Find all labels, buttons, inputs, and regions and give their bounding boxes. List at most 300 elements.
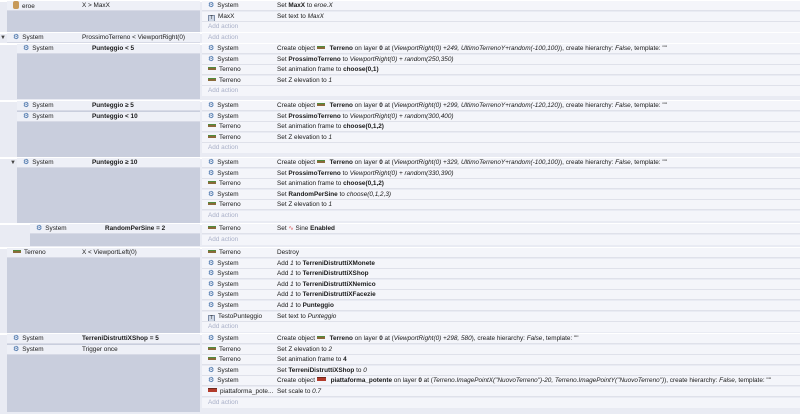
action-text-part: 0.7 <box>312 388 322 395</box>
action-text-part: Set text to <box>277 312 308 320</box>
condition-object <box>36 224 67 234</box>
action-text-part: ViewportRight(0) + random(330,390) <box>349 169 454 177</box>
terreno-icon <box>317 46 325 49</box>
action-object <box>208 190 239 200</box>
action-text <box>277 290 376 300</box>
hero-icon <box>13 1 19 9</box>
condition-row[interactable] <box>17 112 200 122</box>
action-text-part: choose(0,1,2) <box>343 123 384 131</box>
action-text-part: ProssimoTerreno <box>288 55 341 63</box>
action-row[interactable] <box>202 1 800 11</box>
action-text-part: at ( <box>382 102 394 109</box>
action-text-part: ViewportRight(0) +298, 580 <box>393 335 472 342</box>
action-row[interactable] <box>202 301 800 311</box>
gear-icon: ⚙ <box>23 112 30 120</box>
condition-text: Punteggio < 10 <box>92 112 138 120</box>
action-object <box>208 200 241 210</box>
action-text-part: TerreniDistruttiXFacezie <box>302 291 376 299</box>
action-text-part: ), create hierarchy: <box>471 335 527 342</box>
gear-icon: ⚙ <box>36 225 43 232</box>
action-object <box>208 366 239 376</box>
action-text-part: ViewportRight(0) + random(300,400) <box>349 112 454 120</box>
action-text-part: TerreniDistruttiXMonete <box>302 259 375 267</box>
action-text <box>277 248 299 258</box>
sine-icon: ∿ <box>288 225 294 232</box>
action-text-part: 1 <box>328 133 333 141</box>
condition-object <box>13 248 46 258</box>
add-action-link[interactable] <box>202 235 800 245</box>
action-row[interactable] <box>202 345 800 355</box>
action-object <box>208 224 241 234</box>
action-row[interactable] <box>202 133 800 143</box>
terreno-icon <box>208 202 216 205</box>
gear-icon: ⚙ <box>208 259 215 267</box>
gear-icon: ⚙ <box>208 302 215 309</box>
action-object-name: Terreno <box>219 345 241 353</box>
action-object <box>208 248 241 258</box>
action-text-part: on layer <box>352 159 380 166</box>
action-text <box>277 376 771 386</box>
action-object-name: System <box>217 190 239 198</box>
action-row[interactable] <box>202 158 800 168</box>
condition-object-name: System <box>22 34 44 41</box>
add-action-label: Add action <box>208 398 239 406</box>
gear-icon: ⚙ <box>208 159 215 166</box>
action-text-part: Destroy <box>277 249 300 256</box>
condition-row[interactable] <box>7 33 200 43</box>
action-text-part: at ( <box>382 335 394 342</box>
action-text-part: to <box>293 259 303 267</box>
add-action-label: Add action <box>208 87 239 95</box>
gear-icon: ⚙ <box>23 102 30 109</box>
condition-object <box>23 101 54 111</box>
action-text-part: Set animation frame to <box>277 356 344 364</box>
action-text-part: 0 <box>379 45 383 52</box>
action-row[interactable] <box>202 366 800 376</box>
condition-text: TerreniDistruttiXShop = 5 <box>82 335 159 342</box>
action-text-part: Create object <box>277 159 317 166</box>
action-object <box>208 269 239 279</box>
action-row[interactable] <box>202 280 800 290</box>
gear-icon: ⚙ <box>208 280 215 288</box>
action-object <box>208 76 241 86</box>
action-object-name: Terreno <box>219 225 241 232</box>
action-text-part: 1 <box>290 270 294 278</box>
action-text-part: to <box>340 169 350 177</box>
action-row[interactable] <box>202 12 800 22</box>
add-action-link[interactable] <box>202 22 800 32</box>
action-row[interactable] <box>202 101 800 111</box>
action-text-part: Set animation frame to <box>277 180 344 188</box>
action-object-name: System <box>217 302 239 309</box>
action-row[interactable] <box>202 200 800 210</box>
action-object-name: System <box>217 280 239 288</box>
action-object <box>208 1 239 11</box>
action-text-part: choose(0,1,2,3) <box>346 190 392 198</box>
action-text <box>277 200 332 210</box>
add-action-label: Add action <box>208 235 239 243</box>
action-text-part: Create object <box>277 102 317 109</box>
action-text-part: Set animation frame to <box>277 66 344 74</box>
action-object-name: piattaforma_pote... <box>220 388 274 395</box>
action-text-part: to <box>340 112 350 120</box>
action-object-name: Terreno <box>219 356 241 364</box>
action-text-part: to <box>305 2 314 9</box>
action-object-name: System <box>217 112 239 120</box>
action-row[interactable] <box>202 169 800 179</box>
action-text-part: to <box>354 366 364 374</box>
action-text-part: False <box>719 377 735 385</box>
action-text-part: ), create hierarchy: <box>560 45 616 52</box>
action-text-part: RandomPerSine <box>288 190 338 198</box>
action-object <box>208 376 239 386</box>
action-object-name: System <box>217 377 239 385</box>
action-row[interactable] <box>202 312 800 322</box>
condition-object <box>13 33 44 43</box>
gear-icon: ⚙ <box>208 377 215 385</box>
action-text-part: to <box>293 302 303 309</box>
action-text-part: piattaforma_potente <box>328 377 393 385</box>
action-object <box>208 179 241 189</box>
text-object-icon: T <box>209 14 214 21</box>
action-row[interactable] <box>202 355 800 365</box>
action-text-part: Set <box>277 169 289 177</box>
action-row[interactable] <box>202 55 800 65</box>
action-text-part: Add <box>277 259 291 267</box>
action-object <box>208 133 241 143</box>
action-text-part: Set Z elevation to <box>277 201 329 209</box>
add-action-link[interactable] <box>202 143 800 153</box>
action-text <box>277 259 375 269</box>
platform-icon <box>317 377 326 381</box>
condition-row[interactable] <box>7 1 200 11</box>
action-text-part: 1 <box>290 302 294 309</box>
add-action-label: Add action <box>208 23 239 31</box>
action-text-part: Set Z elevation to <box>277 345 329 353</box>
action-object <box>208 387 273 397</box>
action-text-part: at ( <box>382 45 394 52</box>
condition-object-name: System <box>22 335 44 342</box>
collapse-toggle-icon[interactable]: ▼ <box>0 35 6 41</box>
action-object <box>208 280 239 290</box>
action-text-part: ), create hierarchy: <box>560 102 616 109</box>
condition-text: X < ViewportLeft(0) <box>82 249 137 256</box>
action-object-name: System <box>217 366 239 374</box>
condition-object <box>13 334 44 344</box>
condition-object <box>23 44 54 54</box>
add-action-link[interactable] <box>202 86 800 96</box>
action-text-part: MaxX <box>288 2 306 9</box>
action-object-name: Terreno <box>219 76 241 84</box>
action-text-part: 1 <box>328 201 333 209</box>
condition-row[interactable] <box>7 345 200 355</box>
gear-icon: ⚙ <box>13 345 20 353</box>
action-object <box>208 259 239 269</box>
action-text <box>277 269 369 279</box>
terreno-icon <box>208 181 216 184</box>
action-text-part: TerreniDistruttiXNemico <box>302 280 376 288</box>
action-row[interactable] <box>202 112 800 122</box>
action-text-part: 0 <box>379 335 383 342</box>
gear-icon: ⚙ <box>208 2 215 9</box>
terreno-icon <box>208 226 216 229</box>
action-object <box>208 334 239 344</box>
action-text-part: at ( <box>421 377 433 385</box>
gear-icon: ⚙ <box>23 159 30 166</box>
action-object <box>208 301 239 311</box>
action-object-name: System <box>217 102 239 109</box>
add-action-label: Add action <box>208 323 239 331</box>
terreno-icon <box>208 250 216 253</box>
gear-icon: ⚙ <box>208 366 215 374</box>
action-row[interactable] <box>202 224 800 234</box>
action-text <box>277 44 667 54</box>
action-text-part: Terreno.ImagePointX("NuovoTerreno")-20, Terreno.ImagePointY("NuovoTerreno") <box>432 377 665 385</box>
action-text <box>277 345 332 355</box>
action-text-part: to <box>293 270 303 278</box>
action-text-part: 2 <box>328 345 333 353</box>
action-text-part: , template: "" <box>630 45 667 52</box>
condition-row[interactable] <box>17 158 200 168</box>
action-text-part: Set <box>277 2 289 9</box>
action-text-part: , template: "" <box>734 377 771 385</box>
condition-text: Punteggio ≥ 10 <box>92 159 138 166</box>
action-object-name: Terreno <box>219 249 241 256</box>
gear-icon: ⚙ <box>13 335 20 342</box>
action-text-part: False <box>615 45 631 52</box>
action-text-part: 4 <box>343 356 347 364</box>
action-text-part: ViewportRight(0) +329, UltimoTerrenoY+random(-100,100) <box>393 159 561 166</box>
gear-icon: ⚙ <box>208 291 215 299</box>
action-text <box>277 101 667 111</box>
add-action-label: Add action <box>208 34 239 41</box>
action-text-part: False <box>615 159 631 166</box>
action-row[interactable] <box>202 190 800 200</box>
condition-object-name: System <box>32 159 54 166</box>
action-text-part: Set scale to <box>277 388 313 395</box>
add-action-link[interactable] <box>202 33 800 43</box>
action-text-part: eroe.X <box>313 2 333 9</box>
condition-text: Trigger once <box>82 345 118 353</box>
action-text-part: , template: "" <box>542 335 579 342</box>
action-text-part: Enabled <box>310 225 335 232</box>
action-row[interactable] <box>202 248 800 258</box>
gear-icon: ⚙ <box>208 112 215 120</box>
add-action-label: Add action <box>208 144 239 152</box>
terreno-icon <box>317 336 325 339</box>
action-object <box>208 112 239 122</box>
action-object-name: Terreno <box>219 66 241 74</box>
action-row[interactable] <box>202 376 800 386</box>
collapse-toggle-icon[interactable]: ▼ <box>10 160 16 166</box>
action-text-part: Set <box>277 225 289 232</box>
condition-object-name: eroe <box>22 3 35 10</box>
action-text <box>277 334 579 344</box>
action-object-name: Terreno <box>219 180 241 188</box>
action-row[interactable] <box>202 76 800 86</box>
action-object-name: System <box>217 335 239 342</box>
action-text-part: 1 <box>290 259 294 267</box>
action-object-name: System <box>217 291 239 299</box>
action-row[interactable] <box>202 65 800 75</box>
terreno-icon <box>208 124 216 127</box>
action-object-name: Terreno <box>219 123 241 131</box>
terreno-icon <box>208 347 216 350</box>
action-text-part: Terreno <box>327 45 353 52</box>
gear-icon: ⚙ <box>208 55 215 63</box>
action-text <box>277 158 667 168</box>
gear-icon: ⚙ <box>13 34 20 41</box>
action-object-name: System <box>217 270 239 278</box>
action-object <box>208 65 241 75</box>
add-action-label: Add action <box>208 212 239 219</box>
gear-icon: ⚙ <box>208 190 215 198</box>
action-object <box>208 158 239 168</box>
action-object <box>208 312 262 322</box>
action-text <box>277 280 376 290</box>
action-text-part: 0 <box>379 102 383 109</box>
condition-object <box>13 1 35 11</box>
condition-text: Punteggio ≥ 5 <box>92 102 134 109</box>
action-text-part: ProssimoTerreno <box>288 112 341 120</box>
condition-row[interactable] <box>17 44 200 54</box>
action-text-part: Set animation frame to <box>277 123 344 131</box>
action-row[interactable] <box>202 290 800 300</box>
action-object <box>208 355 241 365</box>
condition-row[interactable] <box>7 334 200 344</box>
action-object <box>208 101 239 111</box>
action-text-part: Set Z elevation to <box>277 76 329 84</box>
platform-icon <box>208 388 217 392</box>
action-text-part: Set <box>277 55 289 63</box>
action-text-part: , template: "" <box>630 102 667 109</box>
add-action-link[interactable] <box>202 322 800 332</box>
action-text-part: 0 <box>379 159 383 166</box>
action-object <box>208 169 239 179</box>
action-text-part: Sine <box>293 225 311 232</box>
condition-object-name: System <box>32 45 54 52</box>
action-text-part: Set <box>277 112 289 120</box>
gear-icon: ⚙ <box>23 45 30 52</box>
action-text-part: 1 <box>328 76 333 84</box>
condition-text: ProssimoTerreno < ViewportRight(0) <box>82 34 186 41</box>
action-text-part: TerreniDistruttiXShop <box>288 366 355 374</box>
action-text <box>277 224 335 234</box>
gear-icon: ⚙ <box>208 45 215 52</box>
action-text-part: Set text to <box>277 12 308 20</box>
action-text <box>277 65 379 75</box>
action-text-part: Create object <box>277 335 317 342</box>
action-row[interactable] <box>202 259 800 269</box>
action-text <box>277 1 333 11</box>
action-text-part: Set <box>277 190 289 198</box>
action-text <box>277 179 384 189</box>
action-text-part: on layer <box>392 377 419 385</box>
action-row[interactable] <box>202 269 800 279</box>
condition-row[interactable] <box>7 248 200 258</box>
action-text-part: Add <box>277 270 291 278</box>
action-row[interactable] <box>202 387 800 397</box>
gear-icon: ⚙ <box>208 102 215 109</box>
action-text-part: to <box>340 55 350 63</box>
condition-row[interactable] <box>17 101 200 111</box>
action-text-part: Set <box>277 366 289 374</box>
condition-text: X > MaxX <box>82 2 110 9</box>
action-text-part: False <box>615 102 631 109</box>
condition-row[interactable] <box>30 224 200 234</box>
action-text-part: to <box>337 190 347 198</box>
action-row[interactable] <box>202 179 800 189</box>
action-text <box>277 301 334 311</box>
condition-block <box>7 248 200 333</box>
condition-object-name: System <box>45 225 67 232</box>
action-text <box>277 76 332 86</box>
action-text-part: ViewportRight(0) +299, UltimoTerrenoY+random(-120,120) <box>393 102 561 109</box>
action-text-part: to <box>293 291 303 299</box>
action-text-part: Terreno <box>327 159 353 166</box>
action-object-name: System <box>217 259 239 267</box>
action-text-part: choose(0,1,2) <box>343 180 384 188</box>
action-row[interactable] <box>202 122 800 132</box>
action-object <box>208 290 239 300</box>
action-text-part: Create object <box>277 45 317 52</box>
action-text-part: Punteggio <box>307 312 337 320</box>
action-text-part: TerreniDistruttiXShop <box>302 270 369 278</box>
gear-icon: ⚙ <box>208 270 215 278</box>
action-text-part: Add <box>277 302 291 309</box>
terreno-icon <box>208 135 216 138</box>
action-text-part: ViewportRight(0) +249, UltimoTerrenoY+random(-100,100) <box>393 45 561 52</box>
action-text-part: ), create hierarchy: <box>560 159 616 166</box>
action-object <box>208 55 239 65</box>
action-text-part: , template: "" <box>630 159 667 166</box>
terreno-icon <box>317 103 325 106</box>
action-text <box>277 55 454 65</box>
action-object-name: Terreno <box>219 201 241 209</box>
action-object <box>208 44 239 54</box>
condition-text: RandomPerSine = 2 <box>105 225 166 232</box>
action-text-part: 1 <box>290 280 294 288</box>
action-text-part: ProssimoTerreno <box>288 169 341 177</box>
action-object-name: Terreno <box>219 133 241 141</box>
condition-object <box>13 345 44 355</box>
condition-object <box>23 112 54 122</box>
action-object-name: System <box>217 2 239 9</box>
action-object <box>208 12 234 22</box>
action-text-part: Set Z elevation to <box>277 133 329 141</box>
action-text-part: to <box>293 280 303 288</box>
action-text <box>277 366 367 376</box>
action-text-part: False <box>526 335 543 342</box>
condition-object-name: System <box>22 345 44 353</box>
condition-text: Punteggio < 5 <box>92 45 135 52</box>
action-object-name: MaxX <box>218 12 235 20</box>
action-object-name: System <box>217 45 239 52</box>
action-row[interactable] <box>202 334 800 344</box>
action-object <box>208 345 241 355</box>
action-text <box>277 169 454 179</box>
action-text-part: Add <box>277 280 291 288</box>
text-object-icon: T <box>209 314 214 321</box>
action-text-part: Terreno <box>327 335 353 342</box>
add-action-link[interactable] <box>202 211 800 221</box>
action-text <box>277 387 321 397</box>
add-action-link[interactable] <box>202 398 800 408</box>
condition-object <box>23 158 54 168</box>
action-row[interactable] <box>202 44 800 54</box>
terreno-icon <box>13 250 21 253</box>
action-object-name: System <box>217 55 239 63</box>
